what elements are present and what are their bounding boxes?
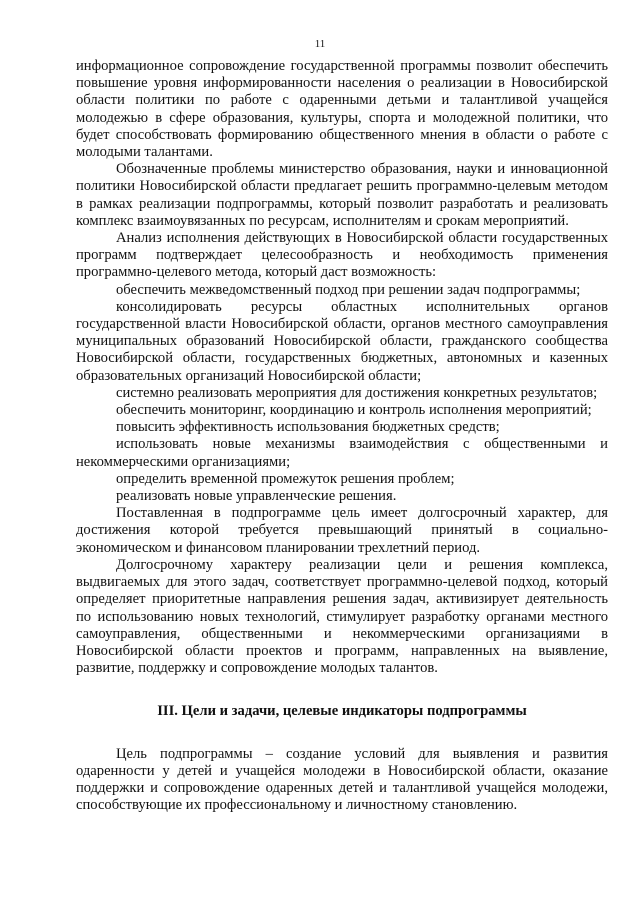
list-item: реализовать новые управленческие решения. bbox=[116, 488, 397, 505]
list-item: определить временной промежуток решения проблем; bbox=[116, 470, 455, 487]
list-item: обеспечить мониторинг, координацию и контроль исполнения мероприятий; bbox=[116, 402, 592, 419]
page-number: 11 bbox=[314, 38, 326, 50]
list-item: системно реализовать мероприятия для достижения конкретных результатов; bbox=[116, 384, 598, 401]
section-heading: III. Цели и задачи, целевые индикаторы подпрограммы bbox=[157, 703, 527, 720]
list-item: повысить эффективность использования бюджетных средств; bbox=[116, 419, 500, 436]
paragraph: Анализ исполнения действующих в Новосибирской области государственных программ подтверждает целесообразность и необходимость применения программно-целевого метода, который даст возможность: bbox=[76, 230, 608, 281]
paragraph: Цель подпрограммы – создание условий для выявления и развития одаренности у детей и учащейся молодежи в Новосибирской области, оказание поддержки и сопровождение одаренных детей и талантливой учащейся молодежи, способствующие их профессиональному и личностному становлению. bbox=[76, 745, 608, 814]
document-body bbox=[76, 58, 608, 814]
list-item: консолидировать ресурсы областных исполнительных органов государственной власти Новосибирской области, органов местного самоуправления муниципальных образований Новосибирской области, гражданского сообщества Новосибирской области, государственных бюджетных, автономных и казенных образовательных организаций Новосибирской области; bbox=[76, 298, 608, 384]
paragraph: информационное сопровождение государственной программы позволит обеспечить повышение уровня информированности населения о реализации в Новосибирской области политики по работе с одаренными детьми и талантливой учащейся молодежью в сфере образования, культуры, спорта и молодежной политики, что будет способствовать формированию общественного мнения в области о работе с молодыми талантами. bbox=[76, 58, 608, 161]
paragraph: Долгосрочному характеру реализации цели и решения комплекса, выдвигаемых для этого задач, соответствует программно-целевой подход, который определяет приоритетные направления решения задач, активизирует деятельность по использованию новых технологий, стимулирует разработку органами местного самоуправления, общественными и некоммерческими организациями в Новосибирской области проектов и программ, направленных на выявление, развитие, поддержку и сопровождение молодых талантов. bbox=[76, 556, 608, 677]
paragraph: Обозначенные проблемы министерство образования, науки и инновационной политики Новосибирской области предлагает решить программно-целевым методом в рамках реализации подпрограммы, который позволит разработать и реализовать комплекс взаимоувязанных по ресурсам, исполнителям и срокам мероприятий. bbox=[76, 161, 608, 229]
list-item: использовать новые механизмы взаимодействия с общественными и некоммерческими организациями; bbox=[76, 436, 608, 470]
paragraph: Поставленная в подпрограмме цель имеет долгосрочный характер, для достижения которой требуется превышающий принятый в социально-экономическом и финансовом планировании трехлетний период. bbox=[76, 505, 608, 556]
list-item: обеспечить межведомственный подход при решении задач подпрограммы; bbox=[116, 281, 581, 298]
